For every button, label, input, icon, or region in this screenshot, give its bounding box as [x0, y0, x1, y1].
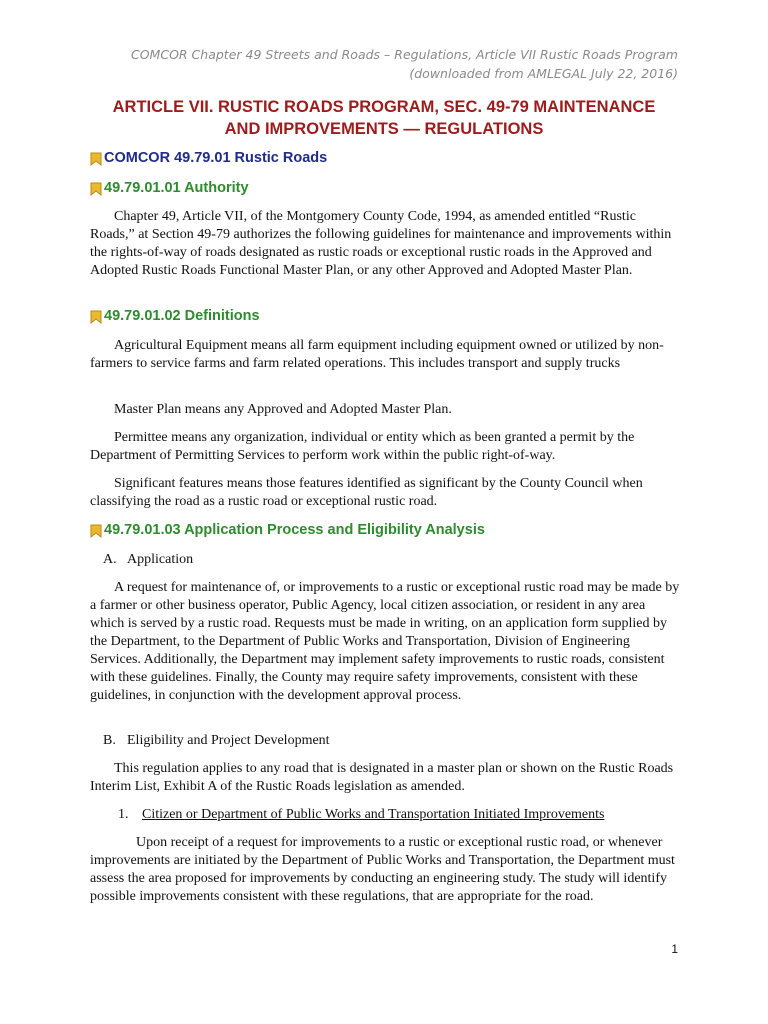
- definition-master-plan: Master Plan means any Approved and Adopted Master Plan.: [114, 402, 452, 417]
- heading-text: 49.79.01.02 Definitions: [104, 308, 260, 324]
- list-label: Application: [127, 552, 194, 567]
- list-item-eligibility: [103, 732, 330, 750]
- list-item-application: [103, 551, 193, 569]
- article-title: [80, 96, 688, 140]
- section-heading-authority[interactable]: [90, 180, 249, 196]
- list-marker: B.: [103, 733, 116, 748]
- section-heading-application-process[interactable]: [90, 522, 485, 538]
- eligibility-paragraph: This regulation applies to any road that is designated in a master plan or shown on the Rustic Roads Interim List, Exhibit A of the Rustic Roads legislation as amended.: [90, 761, 674, 794]
- header-line-2: (downloaded from AMLEGAL July 22, 2016): [409, 66, 678, 81]
- bookmark-icon: [90, 524, 102, 537]
- title-line-2: AND IMPROVEMENTS — REGULATIONS: [224, 120, 544, 138]
- list-marker: A.: [103, 552, 117, 567]
- definition-agricultural-equipment: Agricultural Equipment means all farm equipment including equipment owned or utilized by non-farmers to service farms and farm related operations. This includes transport and supply trucks: [90, 338, 664, 371]
- heading-text: 49.79.01.01 Authority: [104, 180, 249, 196]
- heading-text: COMCOR 49.79.01 Rustic Roads: [104, 150, 328, 166]
- list-marker: 1.: [118, 807, 129, 822]
- definition-permittee: Permittee means any organization, individual or entity which as been granted a permit by the Department of Permitting Services to perform work within the public right-of-way.: [90, 430, 635, 463]
- citizen-paragraph: Upon receipt of a request for improvements to a rustic or exceptional rustic road, or whenever improvements are initiated by the Department of Public Works and Transportation, the Department must assess the area proposed for improvements by conducting an engineering study. The study will identify possible improvements consistent with these regulations, that are appropriate for the road.: [90, 835, 675, 904]
- header-line-1: COMCOR Chapter 49 Streets and Roads – Regulations, Article VII Rustic Roads Program: [130, 47, 678, 62]
- running-header: [131, 45, 678, 83]
- bookmark-icon: [90, 152, 102, 165]
- authority-paragraph: Chapter 49, Article VII, of the Montgomery County Code, 1994, as amended entitled “Rustic Roads,” at Section 49-79 authorizes the following guidelines for maintenance and improvements within the rights-of-way of roads designated as rustic roads or exceptional rustic roads in the Approved and Adopted Rustic Roads Functional Master Plan, or any other Approved and Adopted Master Plan.: [90, 209, 672, 278]
- heading-text: 49.79.01.03 Application Process and Eligibility Analysis: [104, 522, 485, 538]
- section-heading-comcor[interactable]: [90, 150, 327, 166]
- page-number: 1: [671, 942, 678, 956]
- application-paragraph: A request for maintenance of, or improvements to a rustic or exceptional rustic road may be made by a farmer or other business operator, Public Agency, local citizen association, or resident in any area which is served by a rustic road. Requests must be made in writing, on an application form supplied by the Department, to the Department of Public Works and Transportation, Division of Engineering Services. Additionally, the Department may implement safety improvements to rustic roads, consistent with these guidelines. Finally, the County may require safety improvements, consistent with these guidelines, in conjunction with the development approval process.: [90, 580, 680, 703]
- bookmark-icon: [90, 310, 102, 323]
- list-label: Eligibility and Project Development: [127, 733, 330, 748]
- section-heading-definitions[interactable]: [90, 308, 260, 324]
- list-label: Citizen or Department of Public Works and Transportation Initiated Improvements: [142, 807, 605, 822]
- definition-significant-features: Significant features means those features identified as significant by the County Council when classifying the road as a rustic road or exceptional rustic road.: [90, 476, 643, 509]
- bookmark-icon: [90, 182, 102, 195]
- title-line-1: ARTICLE VII. RUSTIC ROADS PROGRAM, SEC. 49-79 MAINTENANCE: [112, 98, 656, 116]
- list-item-citizen-initiated: [118, 806, 604, 824]
